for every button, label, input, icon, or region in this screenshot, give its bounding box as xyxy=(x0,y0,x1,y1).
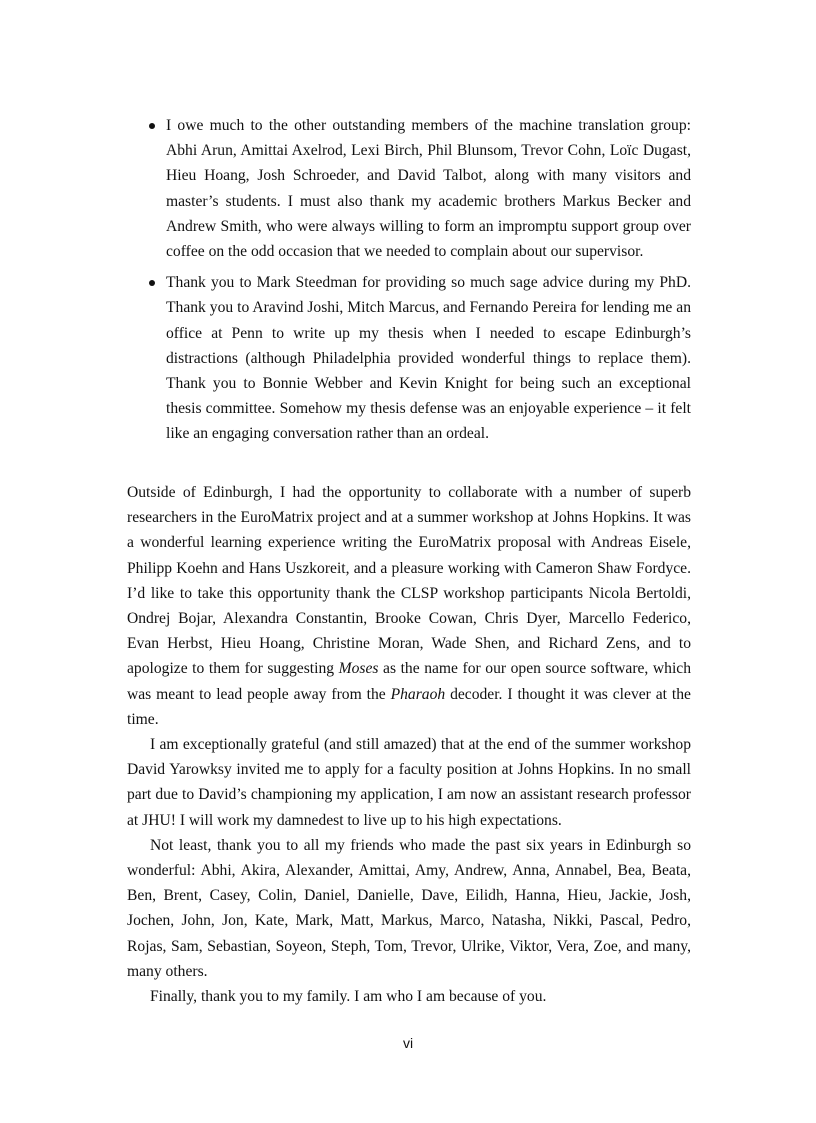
emphasis-pharaoh: Pharaoh xyxy=(390,685,446,703)
bullet-dot-icon xyxy=(149,280,155,286)
paragraph-text: decoder. I thought it was clever at the time. xyxy=(127,685,691,728)
bullet-text: I owe much to the other outstanding members of the machine translation group: Abhi Arun, Amittai Axelrod, Lexi Birch, Phil Blunsom, Trevor Cohn, Loïc Dugast, Hieu Hoang, Josh Schroeder, and David Talbot, along with many visitors and master’s students. I must also thank my academic brothers Markus Becker and Andrew Smith, who were always willing to form an impromptu support group over coffee on the odd occasion that we needed to complain about our supervisor. xyxy=(166,117,691,261)
bullet-item-mt-group xyxy=(145,113,691,264)
body-text xyxy=(127,480,691,1009)
paragraph-collaborators xyxy=(127,480,691,732)
bullet-dot-icon xyxy=(149,123,155,129)
acknowledgement-bullet-list xyxy=(145,113,691,453)
paragraph-text: as the name for our open source software, which was meant to lead people away from the xyxy=(127,660,691,703)
paragraph-faculty-position: I am exceptionally grateful (and still amazed) that at the end of the summer workshop David Yarowksy invited me to apply for a faculty position at Johns Hopkins. In no small part due to David’s championing my application, I am now an assistant research professor at JHU! I will work my damnedest to live up to his high expectations. xyxy=(127,736,691,829)
paragraph-text: Outside of Edinburgh, I had the opportunity to collaborate with a number of superb researchers in the EuroMatrix project and at a summer workshop at Johns Hopkins. It was a wonderful learning experience writing the EuroMatrix proposal with Andreas Eisele, Philipp Koehn and Hans Uszkoreit, and a pleasure working with Cameron Shaw Fordyce. I’d like to take this opportunity thank the CLSP workshop participants Nicola Bertoldi, Ondrej Bojar, Alexandra Constantin, Brooke Cowan, Chris Dyer, Marcello Federico, Evan Herbst, Hieu Hoang, Christine Moran, Wade Shen, and Richard Zens, and to apologize to them for suggesting xyxy=(127,484,691,678)
paragraph-friends: Not least, thank you to all my friends who made the past six years in Edinburgh so wonderful: Abhi, Akira, Alexander, Amittai, Amy, Andrew, Anna, Annabel, Bea, Beata, Ben, Brent, Casey, Colin, Daniel, Danielle, Dave, Eilidh, Hanna, Hieu, Jackie, Josh, Jochen, John, Jon, Kate, Mark, Matt, Markus, Marco, Natasha, Nikki, Pascal, Pedro, Rojas, Sam, Sebastian, Soyeon, Steph, Tom, Trevor, Ulrike, Viktor, Vera, Zoe, and many, many others. xyxy=(127,836,691,980)
emphasis-moses: Moses xyxy=(338,660,379,678)
bullet-text: Thank you to Mark Steedman for providing so much sage advice during my PhD. Thank you to Aravind Joshi, Mitch Marcus, and Fernando Pereira for lending me an office at Penn to write up my thesis when I needed to escape Edinburgh’s distractions (although Philadelphia provided wonderful things to replace them). Thank you to Bonnie Webber and Kevin Knight for being such an exceptional thesis committee. Somehow my thesis defense was an enjoyable experience – it felt like an engaging conversation rather than an ordeal. xyxy=(166,274,691,443)
paragraph-family: Finally, thank you to my family. I am who I am because of you. xyxy=(150,988,547,1006)
bullet-item-advisors xyxy=(145,270,691,446)
page-number: vi xyxy=(402,1035,414,1051)
